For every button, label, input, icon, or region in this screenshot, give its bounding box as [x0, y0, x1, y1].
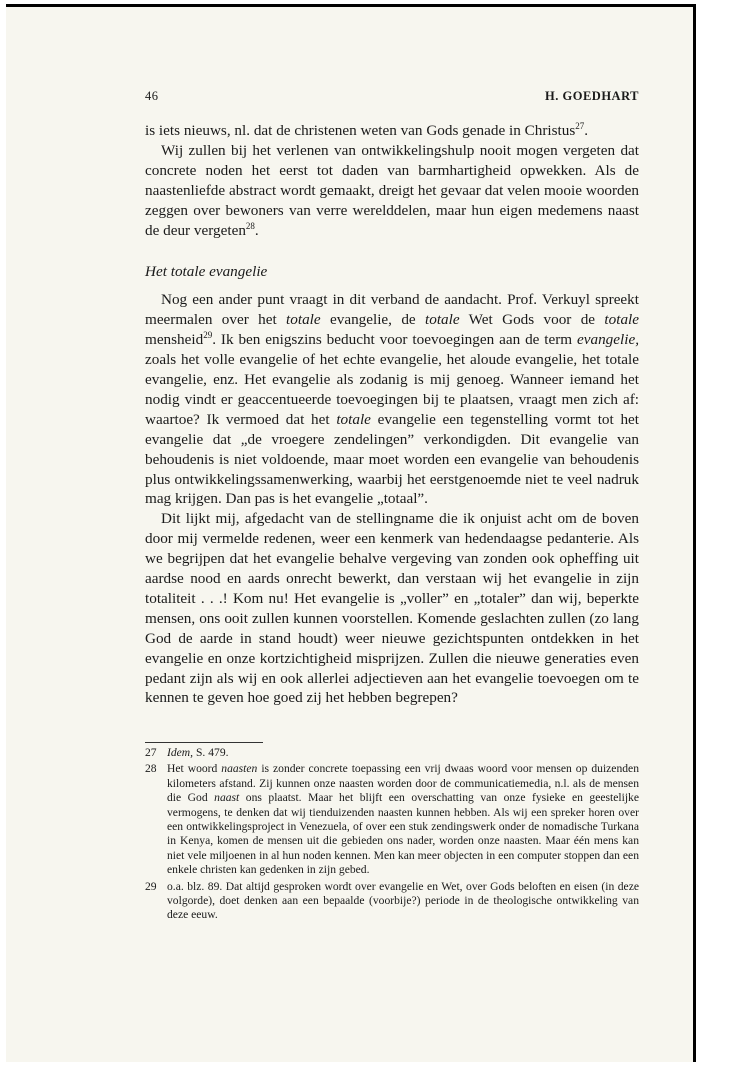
footnote-27: 27 Idem, S. 479. — [145, 746, 229, 759]
footnotes — [145, 742, 639, 925]
main-text — [145, 121, 639, 708]
footnote-ref-27: 27 — [575, 120, 585, 131]
section-title: Het totale evangelie — [145, 263, 268, 281]
paragraph-4: Dit lijkt mij, afgedacht van de stellingname die ik onjuist acht om de boven door mij vermelde redenen, weer een kenmerk van hedendaagse pedanterie. Als we begrijpen dat het evangelie behalve vergeving van zonden ook opheffing uit aardse nood en aards onrecht bewerkt, dan verstaan wij het evangelie in zijn totaliteit . . .! Kom nu! Het evangelie is „voller” en „totaler” dan wij, beperkte mensen, ons ooit zullen kunnen voorstellen. Komende geslachten zullen (zo lang God de aarde in stand houdt) weer nieuwe gezichtspunten ontdekken in het evangelie en onze kortzichtigheid misprijzen. Zullen die nieuwe generaties even pedant zijn als wij en ook allerlei adjectieven aan het evangelie toevoegen om te kennen te geven hoe goed zij het hebben begrepen? — [145, 510, 639, 707]
footnote-ref-28: 28 — [245, 220, 255, 231]
footnote-28: 28 Het woord naasten is zonder concrete toepassing een vrij dwaas woord voor mensen op duizenden kilometers afstand. Zij kunnen onze naasten worden door de communicatiemedia, n.l. als de mensen die God naast ons plaatst. Maar het blijft een overschatting van onze fysieke en geestelijke vermogens, te denken dat wij tienduizenden naasten kunnen hebben. Als wij een spreker horen over een ontwikkelingsproject in Venezuela, of over een stuk zendingswerk onder de nomadische Turkana in Kenya, komen de mensen uit die gebieden ons nader, worden onze naasten. Maar één mens kan niet vele miljoenen in al hun noden kennen. Men kan meer objecten in een computer stoppen dan een enkele christen kan gedenken in zijn gebed. — [145, 762, 639, 877]
running-head-author: H. GOEDHART — [545, 89, 639, 103]
footnote-rule — [145, 742, 263, 743]
paragraph-3: Nog een ander punt vraagt in dit verband de aandacht. Prof. Verkuyl spreekt meermalen over het totale evangelie, de totale Wet Gods voor de totale mensheid$^{29}$. Ik ben enigszins beducht voor toevoegingen aan de term evangelie, zoals het volle evangelie of het echte evangelie, het aloude evangelie, het totale evangelie, enz. Het evangelie als zodanig is mij genoeg. Wanneer iemand het nodig vindt er geaccentueerde toevoegingen bij te plaatsen, vraagt men zich af: waartoe? Ik vermoed dat het totale evangelie een tegenstelling vormt tot het evangelie dat „de vroegere zendelingen” verkondigden. Dit evangelie van behoudenis is niet voldoende, maar moet worden een evangelie van behoudenis plus ontwikkelingssamenwerking, waarbij het eerstgenoemde niet te veel nadruk mag krijgen. Dan pas is het evangelie „totaal”. — [145, 291, 639, 508]
paragraph-2: Wij zullen bij het verlenen van ontwikkelingshulp nooit mogen vergeten dat concrete noden het eerst tot daden van barmhartigheid opwekken. Als de naastenliefde abstract wordt gemaakt, dreigt het gevaar dat velen mooie woorden zeggen over bewoners van verre werelddelen, maar hun eigen medemens naast de deur vergeten$^{28}$. — [145, 141, 639, 239]
footnote-ref-29: 29 — [203, 330, 213, 341]
running-header — [145, 89, 639, 104]
footnote-29: 29 o.a. blz. 89. Dat altijd gesproken wordt over evangelie en Wet, over Gods beloften en eisen (in deze volgorde), doet denken aan een bepaalde (voorbije?) periode in de theologische ontwikkeling van deze eeuw. — [145, 879, 639, 922]
book-page — [6, 4, 696, 1062]
page-number: 46 — [145, 89, 159, 103]
paragraph-1: is iets nieuws, nl. dat de christenen weten van Gods genade in Christus$^{27}$. — [145, 120, 589, 139]
